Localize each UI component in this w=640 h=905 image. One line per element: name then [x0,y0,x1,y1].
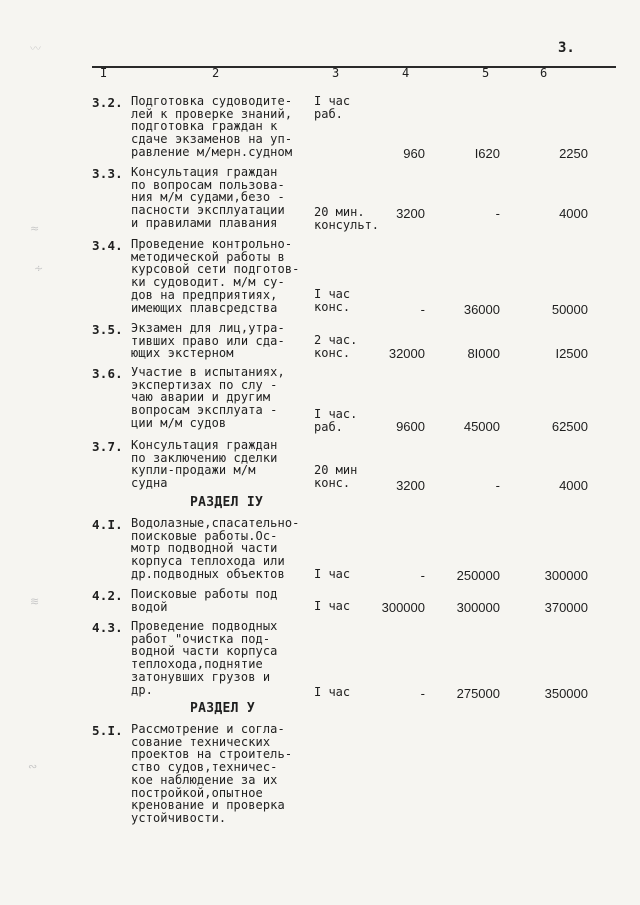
unit-line: конс. [314,300,351,314]
row-value-5: 250000 [456,568,500,583]
column-number-4: 4 [402,66,410,80]
unit-line: 20 мин [314,463,358,477]
scan-mark: ∻ [34,262,44,275]
description-line: вопросам эксплуата - [131,403,278,418]
column-number-5: 5 [482,66,490,80]
row-number: 3.2. [92,95,123,110]
row-value-6: 2250 [559,146,588,161]
row-value-5: 300000 [456,600,500,615]
description-line: тивших право или сда- [131,333,285,348]
row-value-5: 8I000 [467,346,500,361]
description-line: Проведение контрольно- [131,237,293,251]
row-description [131,620,278,696]
row-number: 3.4. [92,238,123,253]
row-value-4: 960 [403,146,425,161]
description-line: курсовой сети подготов- [131,262,300,277]
unit-line: I час [314,94,351,108]
description-line: Экзамен для лиц,утра- [131,321,285,335]
row-value-5: 36000 [463,302,500,317]
description-line: др.подводных объектов [131,566,285,581]
scan-mark: ∾ [28,760,38,773]
row-value-6: 350000 [544,686,588,701]
row-description [131,238,299,314]
row-value-5: - [495,206,500,221]
description-line: ния м/м судами,безо - [131,190,285,205]
unit-line: I час [314,567,351,581]
row-description [131,166,285,230]
unit-line: I час [314,685,351,699]
description-line: чаю аварии и другим [131,390,271,405]
section-heading: РАЗДЕЛ У [190,701,256,716]
row-unit [314,95,350,121]
row-description [131,723,292,825]
description-line: пасности эксплуатации [131,203,285,218]
description-line: купли-продажи м/м [131,463,256,478]
description-line: поисковые работы.Ос- [131,528,278,543]
unit-line: конс. [314,476,351,490]
column-number-3: 3 [332,66,340,80]
row-value-6: I2500 [555,346,588,361]
unit-line: 20 мин. [314,205,365,219]
description-line: методической работы в [131,249,285,264]
unit-line: I час. [314,407,358,421]
description-line: постройкой,опытное [131,785,263,800]
row-description [131,366,285,430]
description-line: Поисковые работы под [131,587,278,601]
row-description [131,95,292,159]
description-line: Проведение подводных [131,619,278,633]
row-value-6: 370000 [544,600,588,615]
description-line: др. [131,682,153,697]
description-line: теплохода,поднятие [131,657,263,672]
description-line: по заключению сделки [131,450,278,465]
description-line: водой [131,599,168,614]
section-heading: РАЗДЕЛ IУ [190,495,264,510]
row-number: 4.3. [92,620,123,635]
row-number: 3.6. [92,366,123,381]
row-description [131,322,285,360]
description-line: Рассмотрение и согла- [131,722,285,736]
description-line: Участие в испытаниях, [131,365,285,379]
description-line: ции м/м судов [131,415,227,430]
description-line: устойчивости. [131,810,227,825]
description-line: лей к проверке знаний, [131,106,293,121]
description-line: проектов на строитель- [131,747,293,762]
row-value-4: - [420,686,425,701]
row-value-6: 62500 [551,419,588,434]
description-line: корпуса теплохода или [131,554,285,569]
row-value-4: 3200 [396,478,425,493]
description-line: Водолазные,спасательно- [131,516,300,530]
column-number-2: 2 [212,66,220,80]
row-value-5: - [495,478,500,493]
page-number: 3. [558,40,575,56]
row-value-6: 4000 [559,478,588,493]
table-header-rule [92,66,616,68]
row-value-5: 45000 [463,419,500,434]
unit-line: 2 час. [314,333,358,347]
description-line: Подготовка судоводите- [131,94,293,108]
unit-line: конс. [314,346,351,360]
scan-mark: ≋ [30,595,40,608]
description-line: Консультация граждан [131,165,278,179]
description-line: ки судоводит. м/м су- [131,275,285,290]
description-line: сдаче экзаменов на уп- [131,132,293,147]
description-line: Консультация граждан [131,438,278,452]
row-description [131,517,299,581]
description-line: имеющих плавсредства [131,300,278,315]
row-value-5: I620 [474,146,500,161]
row-value-4: 3200 [396,206,425,221]
row-value-4: 32000 [388,346,425,361]
row-number: 3.3. [92,166,123,181]
row-number: 4.I. [92,517,123,532]
column-number-1: I [100,66,108,80]
description-line: затонувших грузов и [131,669,271,684]
description-line: равление м/мерн.судном [131,144,293,159]
scan-mark: 〰 [30,42,41,55]
row-value-5: 275000 [456,686,500,701]
description-line: дов на предприятиях, [131,287,278,302]
row-value-4: - [420,302,425,317]
description-line: судна [131,476,168,491]
description-line: подготовка граждан к [131,119,278,134]
description-line: водной части корпуса [131,644,278,659]
description-line: ющих экстерном [131,346,234,361]
row-description [131,439,278,490]
description-line: сование технических [131,734,271,749]
description-line: кое наблюдение за их [131,772,278,787]
unit-line: раб. [314,107,343,121]
row-value-4: - [420,568,425,583]
unit-line: консульт. [314,218,380,232]
column-number-6: 6 [540,66,548,80]
description-line: мотр подводной части [131,541,278,556]
description-line: работ "очистка под- [131,631,271,646]
unit-line: I час [314,599,351,613]
row-value-6: 4000 [559,206,588,221]
unit-line: I час [314,287,351,301]
description-line: и правилами плавания [131,215,278,230]
row-description [131,588,278,613]
description-line: ство судов,техничес- [131,760,278,775]
row-number: 3.5. [92,322,123,337]
unit-line: раб. [314,420,343,434]
row-value-4: 300000 [381,600,425,615]
row-value-4: 9600 [396,419,425,434]
row-number: 3.7. [92,439,123,454]
row-number: 4.2. [92,588,123,603]
description-line: кренование и проверка [131,798,285,813]
scan-mark: ≈ [30,222,40,235]
description-line: экспертизах по слу - [131,377,278,392]
row-value-6: 300000 [544,568,588,583]
row-value-6: 50000 [551,302,588,317]
row-number: 5.I. [92,723,123,738]
description-line: по вопросам пользова- [131,177,285,192]
